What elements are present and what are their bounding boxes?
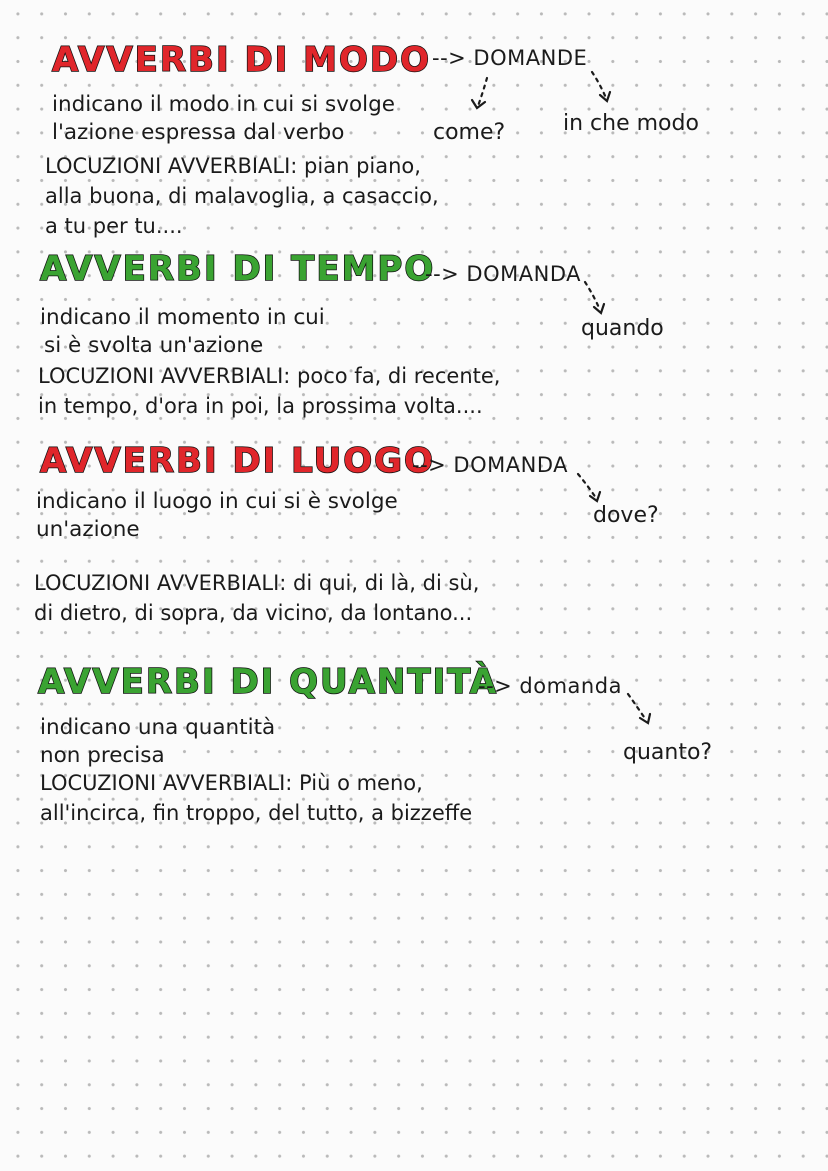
arrow-label-tempo: --> DOMANDA	[425, 262, 581, 286]
definition-line: indicano una quantità	[40, 715, 276, 740]
definition-line: un'azione	[36, 517, 140, 542]
question-quando: quando	[581, 316, 664, 341]
locutions-quantita	[40, 768, 472, 828]
arrow-to-dove	[578, 474, 596, 498]
locution-line: LOCUZIONI AVVERBIALI: di qui, di là, di sù,	[34, 571, 480, 595]
section-title-quantita: AVVERBI DI QUANTITÀ	[38, 662, 499, 702]
arrow-to-in-che-modo	[592, 72, 606, 98]
section-title-modo: AVVERBI DI MODO	[52, 40, 432, 80]
question-in-che-modo: in che modo	[563, 111, 699, 136]
definition-quantita	[40, 714, 275, 770]
definition-line: indicano il luogo in cui si è svolge	[36, 489, 398, 514]
question-quanto: quanto?	[623, 740, 713, 765]
definition-modo	[52, 91, 395, 147]
arrow-to-quando	[585, 282, 600, 310]
locutions-tempo	[38, 361, 500, 421]
locutions-modo	[45, 151, 439, 241]
locution-line: LOCUZIONI AVVERBIALI: Più o meno,	[40, 771, 423, 795]
arrow-label-quantita: --> domanda	[478, 674, 622, 698]
locution-line: all'incirca, fin troppo, del tutto, a bizzeffe	[40, 801, 473, 825]
definition-line: indicano il momento in cui	[40, 305, 325, 330]
definition-line: indicano il modo in cui si svolge	[52, 92, 395, 117]
definition-line: si è svolta un'azione	[44, 333, 264, 358]
definition-tempo	[40, 304, 325, 360]
locutions-luogo	[34, 568, 479, 628]
arrow-to-quanto	[628, 694, 646, 720]
section-title-luogo: AVVERBI DI LUOGO	[40, 441, 435, 481]
arrow-label-luogo: --> DOMANDA	[412, 453, 568, 477]
definition-line: non precisa	[40, 743, 165, 768]
question-come: come?	[433, 120, 506, 145]
arrow-label-modo: --> DOMANDE	[432, 46, 588, 70]
section-title-tempo: AVVERBI DI TEMPO	[40, 249, 436, 289]
locution-line: in tempo, d'ora in poi, la prossima volta....	[38, 394, 483, 418]
definition-luogo	[36, 488, 398, 544]
locution-line: a tu per tu....	[45, 214, 183, 238]
locution-line: LOCUZIONI AVVERBIALI: pian piano,	[45, 154, 421, 178]
locution-line: di dietro, di sopra, da vicino, da lontano...	[34, 601, 473, 625]
locution-line: LOCUZIONI AVVERBIALI: poco fa, di recente,	[38, 364, 501, 388]
definition-line: l'azione espressa dal verbo	[52, 120, 345, 145]
locution-line: alla buona, di malavoglia, a casaccio,	[45, 184, 439, 208]
question-dove: dove?	[593, 503, 659, 528]
